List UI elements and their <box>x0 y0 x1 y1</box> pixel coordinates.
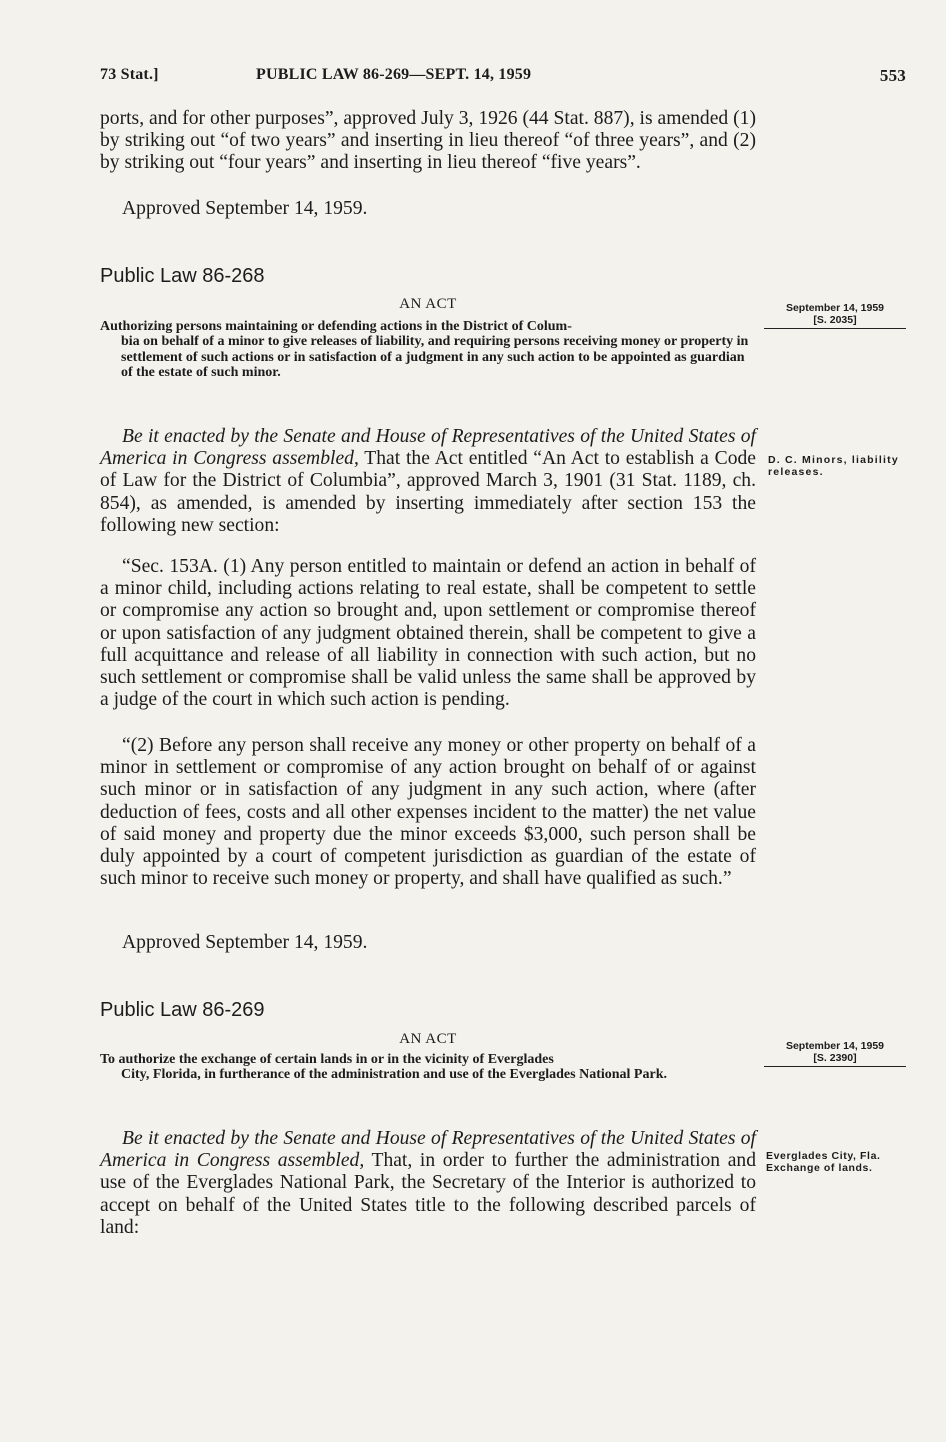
law1-enacting-rest: That the Act entitled “An Act to establish a Code of Law for the District of Columbia”, approved March 3, 1901 (31 Stat. 1189, ch. 854), as amended, is amended by inserting immediately after section 153 the following new section: <box>100 448 756 536</box>
law1-sec-153a-1: “Sec. 153A. (1) Any person entitled to maintain or defend an action in behalf of a minor child, including actions relating to real estate, shall be competent to settle or compromise any action so brought and, upon settlement or compromise thereof or upon satisfaction of any judgment obtained therein, shall be competent to give a full acquittance and release of all liability in connection with such action, but no such settlement or compromise shall be valid unless the same shall be approved by a judge of the court in which such action is pending. <box>100 556 756 711</box>
law2-title: Public Law 86-269 <box>100 999 265 1021</box>
law1-sec-153a-2: “(2) Before any person shall receive any money or other property on behalf of a minor in settlement or compromise of any action brought on behalf of or against such minor or in satisfaction of any judgment in any such action, where (after deduction of fees, costs and all other expenses incident to the matter) the net value of said money and property due the minor exceeds $3,000, such person shall be duly appointed by a court of competent jurisdiction as guardian of the estate of such minor to receive such money or property, and shall have qualified as such.” <box>100 735 756 890</box>
law1-margin-topic: D. C. Minors, liability releases. <box>768 454 899 478</box>
law2-summary-rest: City, Florida, in furtherance of the administration and use of the Everglades National Park. <box>121 1067 667 1083</box>
law2-margin-rule <box>764 1066 906 1067</box>
law1-act-label: AN ACT <box>399 296 457 312</box>
carryover-approved: Approved September 14, 1959. <box>122 198 368 219</box>
law1-summary-first-line: Authorizing persons maintaining or defending actions in the District of Colum- <box>100 319 572 334</box>
law2-enacting-clause <box>100 1128 756 1239</box>
law1-bill: [S. 2035] <box>813 314 857 326</box>
law1-summary-rest: bia on behalf of a minor to give releases of liability, and requiring persons receiving money or property in settlement of such actions or in satisfaction of a judgment in any such action to be appointed as guardian of the estate of such minor. <box>121 334 749 381</box>
law1-enacting-clause <box>100 426 756 537</box>
page-number: 553 <box>879 66 906 85</box>
law1-section-2 <box>100 735 756 890</box>
law1-title: Public Law 86-268 <box>100 265 265 287</box>
law2-enacting-rest: That, in order to further the administration and use of the Everglades National Park, the Secretary of the Interior is authorized to accept on behalf of the United States title to the following described parcels of land: <box>100 1150 756 1238</box>
law1-section-1 <box>100 556 756 711</box>
header-title: PUBLIC LAW 86-269—SEPT. 14, 1959 <box>256 66 532 83</box>
law2-summary <box>100 1052 756 1083</box>
law2-margin-date <box>764 1040 906 1067</box>
law1-margin-date <box>764 302 906 329</box>
carryover-text: ports, and for other purposes”, approved July 3, 1926 (44 Stat. 887), is amended (1) by striking out “of two years” and inserting in lieu thereof “of three years”, and (2) by striking out “four years” and inserting in lieu thereof “five years”. <box>100 108 756 174</box>
law1-approved: Approved September 14, 1959. <box>122 932 368 953</box>
law1-date: September 14, 1959 <box>785 302 885 314</box>
running-header <box>100 66 906 90</box>
law1-summary <box>100 319 756 381</box>
law1-margin-rule <box>764 328 906 329</box>
law2-margin-topic: Everglades City, Fla. Exchange of lands. <box>766 1150 881 1174</box>
volume-reference: 73 Stat.] <box>100 66 159 83</box>
law1-enacting-italic: Be it enacted by the Senate and House of Representatives of the United States of America in Congress assembled, <box>100 426 756 470</box>
carryover-paragraph <box>100 108 756 175</box>
law2-enacting-italic: Be it enacted by the Senate and House of Representatives of the United States of America in Congress assembled, <box>100 1128 756 1172</box>
law2-bill: [S. 2390] <box>813 1052 857 1064</box>
law2-act-label: AN ACT <box>399 1031 457 1047</box>
law2-summary-first-line: To authorize the exchange of certain lands in or in the vicinity of Everglades <box>100 1052 554 1067</box>
law2-date: September 14, 1959 <box>785 1040 885 1052</box>
